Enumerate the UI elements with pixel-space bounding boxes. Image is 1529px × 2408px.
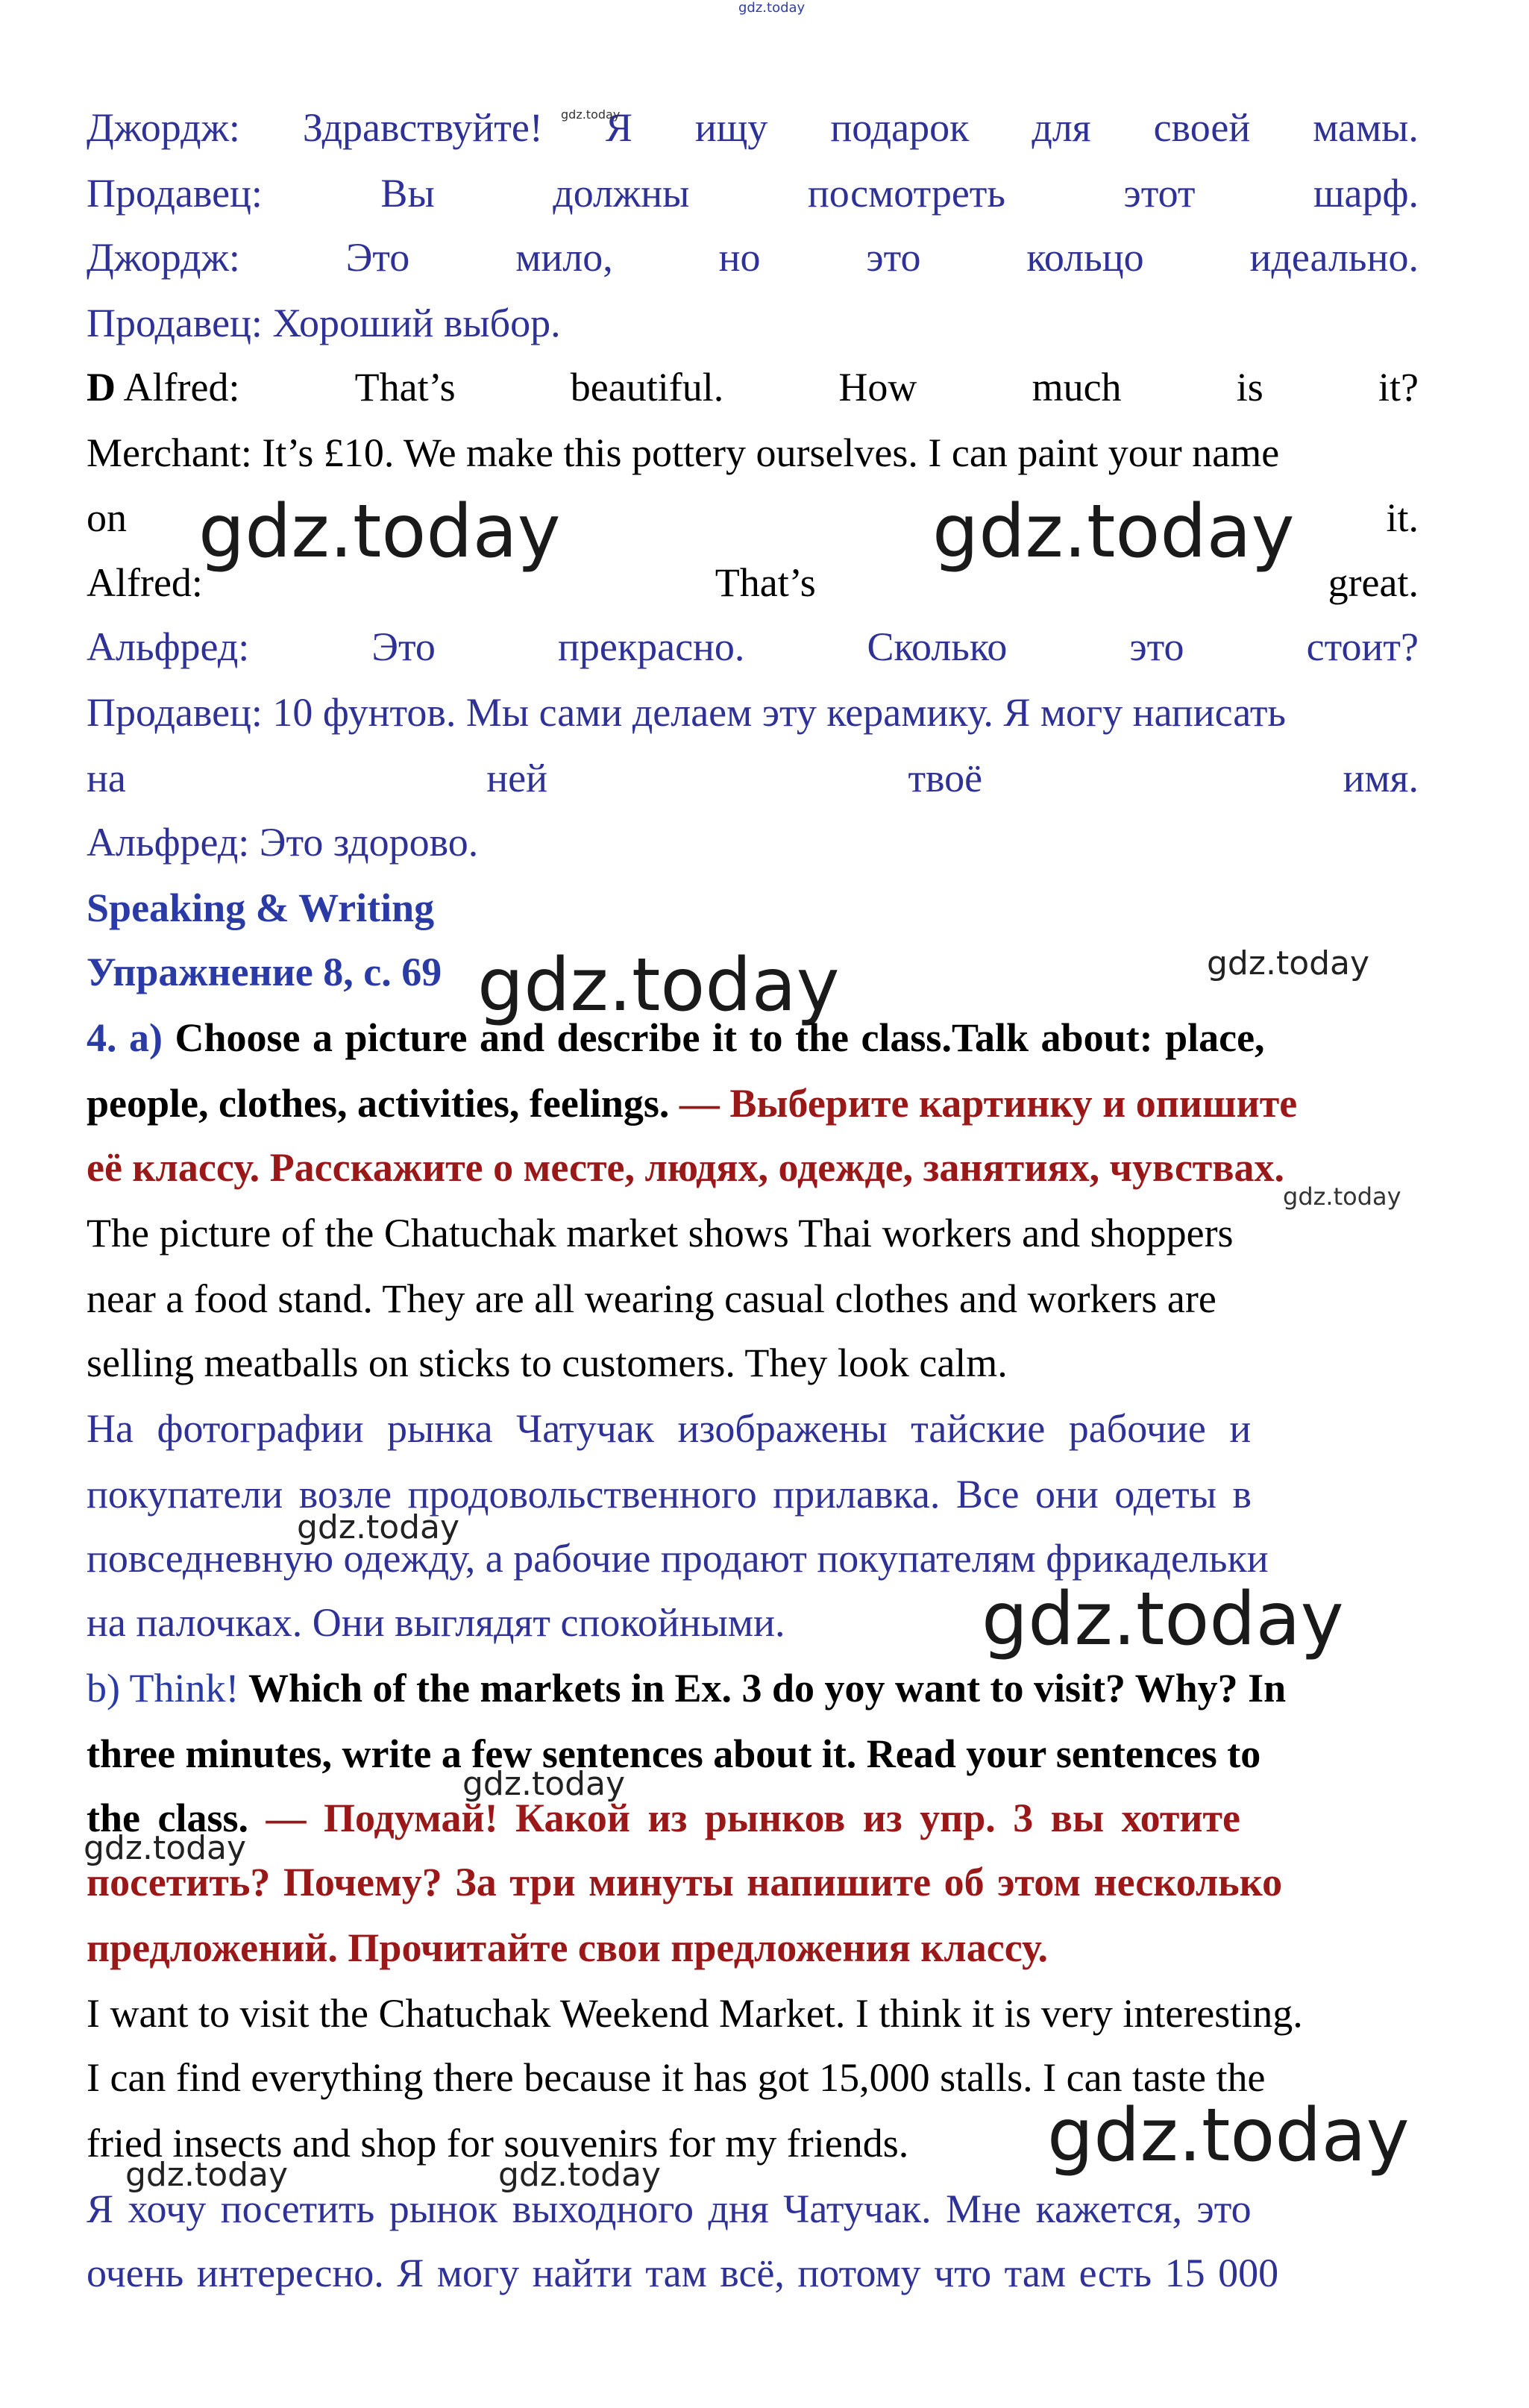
answer-a-ru-4: на палочках. Они выглядят спокойными. <box>87 1600 785 1645</box>
dialogue-line-seller-ru-name: на ней твоё имя. <box>87 756 1419 800</box>
answer-b-en-3: fried insects and shop for souvenirs for my friends. <box>87 2121 909 2166</box>
task-b-line-1: b) Think! Which of the markets in Ex. 3 do yoy want to visit? Why? In <box>87 1666 1287 1711</box>
watermark: gdz.today <box>561 107 621 122</box>
task-a-line-1: 4. a) Choose a picture and describe it to the class.Talk about: place, <box>87 1015 1265 1060</box>
task-a-line-3: её классу. Расскажите о месте, людях, одежде, занятиях, чувствах. <box>87 1145 1284 1190</box>
answer-a-en-1: The picture of the Chatuchak market shows Thai workers and shoppers <box>87 1211 1234 1255</box>
task-b-line-4: посетить? Почему? За три минуты напишите об этом несколько <box>87 1860 1283 1904</box>
dialogue-line-on-it: on it. <box>87 495 1419 540</box>
task-b-line-2: three minutes, write a few sentences about it. Read your sentences to <box>87 1731 1261 1776</box>
dialogue-line-alfred-price: D Alfred: That’s beautiful. How much is it? <box>87 365 1419 410</box>
watermark: gdz.today <box>198 489 561 574</box>
dialogue-line-seller-scarf: Продавец: Вы должны посмотреть этот шарф. <box>87 171 1419 216</box>
exercise-title: Упражнение 8, с. 69 <box>87 950 442 994</box>
task-a-line-2: people, clothes, activities, feelings. — Выберите картинку и опишите <box>87 1081 1298 1126</box>
watermark: gdz.today <box>1207 944 1370 982</box>
section-title: Speaking & Writing <box>87 885 435 930</box>
watermark: gdz.today <box>1047 2093 1410 2178</box>
watermark: gdz.today <box>297 1508 460 1546</box>
dialogue-line-alfred-ru-great: Альфред: Это здорово. <box>87 820 479 865</box>
watermark: gdz.today <box>982 1577 1344 1662</box>
watermark: gdz.today <box>1283 1182 1401 1211</box>
watermark: gdz.today <box>498 2156 662 2194</box>
dialogue-line-george-ring: Джордж: Это мило, но это кольцо идеально. <box>87 235 1419 280</box>
answer-a-en-3: selling meatballs on sticks to customers. They look calm. <box>87 1341 1008 1385</box>
answer-b-ru-2: очень интересно. Я могу найти там всё, потому что там есть 15 000 <box>87 2251 1279 2295</box>
watermark: gdz.today <box>125 2156 289 2194</box>
answer-b-en-2: I can find everything there because it has got 15,000 stalls. I can taste the <box>87 2055 1266 2100</box>
watermark: gdz.today <box>84 1829 247 1867</box>
header-watermark: gdz.today <box>738 0 806 16</box>
dialogue-line-seller-choice: Продавец: Хороший выбор. <box>87 301 561 345</box>
watermark: gdz.today <box>932 489 1295 574</box>
answer-b-en-1: I want to visit the Chatuchak Weekend Market. I think it is very interesting. <box>87 1991 1303 2036</box>
watermark: gdz.today <box>477 943 840 1028</box>
watermark: gdz.today <box>462 1765 626 1803</box>
task-b-line-3: the class. — Подумай! Какой из рынков из упр. 3 вы хотите <box>87 1796 1240 1840</box>
answer-a-en-2: near a food stand. They are all wearing casual clothes and workers are <box>87 1276 1216 1321</box>
dialogue-line-merchant: Merchant: It’s £10. We make this pottery ourselves. I can paint your name <box>87 430 1280 475</box>
answer-a-ru-1: На фотографии рынка Чатучак изображены тайские рабочие и <box>87 1406 1252 1451</box>
answer-b-ru-1: Я хочу посетить рынок выходного дня Чатучак. Мне кажется, это <box>87 2186 1252 2231</box>
answer-a-ru-3: повседневную одежду, а рабочие продают покупателям фрикадельки <box>87 1536 1269 1581</box>
answer-a-ru-2: покупатели возле продовольственного прилавка. Все они одеты в <box>87 1472 1252 1517</box>
dialogue-line-alfred-great: Alfred: That’s great. <box>87 560 1419 605</box>
dialogue-line-george-greeting: Джордж: Здравствуйте! Я ищу подарок для своей мамы. <box>87 105 1419 150</box>
dialogue-line-alfred-ru-price: Альфред: Это прекрасно. Сколько это стоит? <box>87 624 1419 669</box>
dialogue-line-seller-ru-pottery: Продавец: 10 фунтов. Мы сами делаем эту керамику. Я могу написать <box>87 690 1287 735</box>
task-b-line-5: предложений. Прочитайте свои предложения классу. <box>87 1925 1049 1970</box>
